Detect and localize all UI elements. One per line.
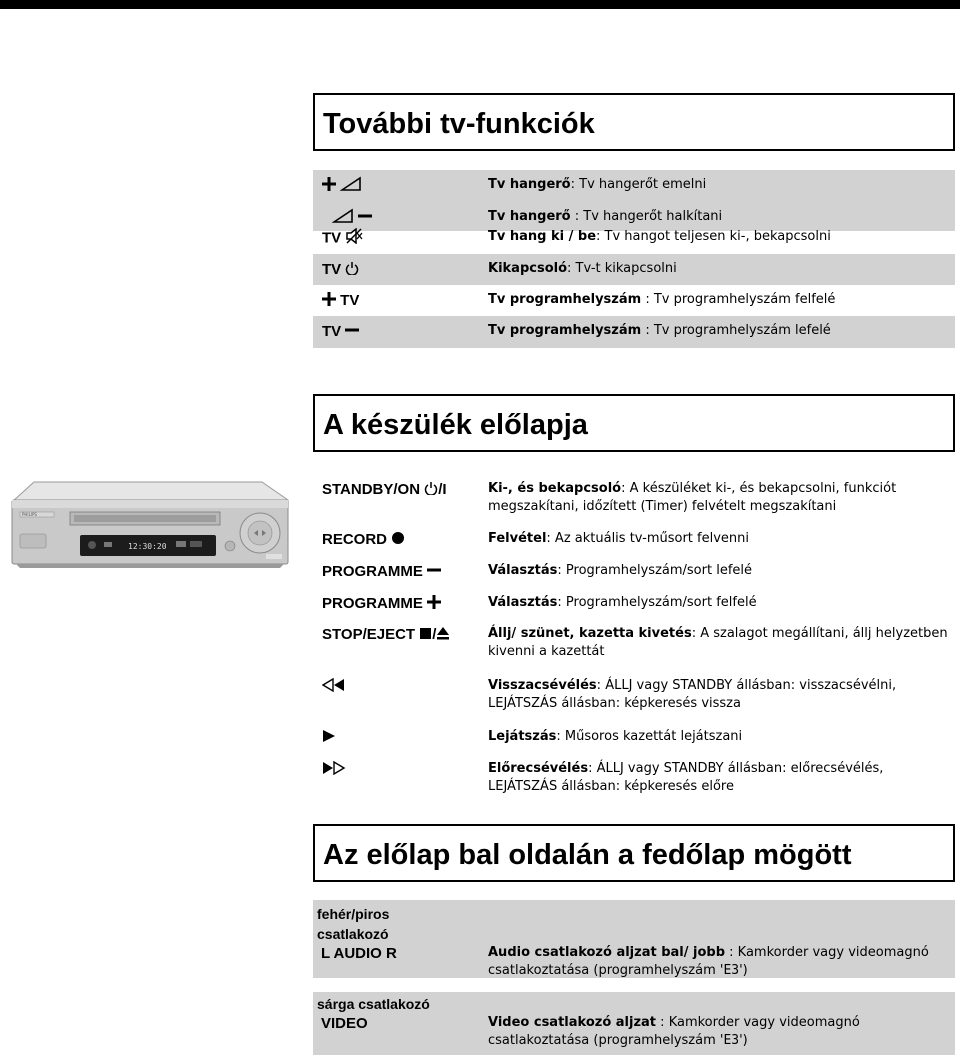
item-description: Állj/ szünet, kazetta kivetés: A szalagot megállítani, állj helyzetben kivenni a kazettát: [488, 626, 948, 659]
key-label: RECORD: [322, 530, 405, 550]
play-icon: [322, 729, 336, 748]
svg-text:PHILIPS: PHILIPS: [22, 512, 37, 517]
item-description: Tv hangerő: Tv hangerőt emelni: [488, 177, 707, 192]
rewind-icon: [322, 678, 346, 697]
item-description: Választás: Programhelyszám/sort felfelé: [488, 595, 757, 610]
section-title-box: [313, 394, 955, 452]
key-label: TV: [322, 228, 363, 249]
item-description: Előrecsévélés: ÁLLJ vagy STANDBY állásban: előrecsévélés, LEJÁTSZÁS állásban: képkeresés előre: [488, 761, 884, 794]
item-description: Video csatlakozó aljzat : Kamkorder vagy videomagnó csatlakoztatása (programhelyszám 'E3'): [488, 1015, 860, 1048]
program-code: E3: [723, 1033, 740, 1048]
key-label: PROGRAMME: [322, 562, 441, 582]
fast-forward-icon: [322, 761, 346, 780]
mute-icon: [345, 228, 363, 249]
connector-label: fehér/piros csatlakozó L AUDIO R: [317, 906, 397, 962]
power-icon: [424, 481, 438, 500]
key-label: TV: [322, 291, 359, 311]
key-label: [322, 677, 346, 697]
item-description: Tv programhelyszám : Tv programhelyszám lefelé: [488, 323, 831, 338]
item-description: Lejátszás: Műsoros kazettát lejátszani: [488, 729, 743, 744]
minus-icon: [345, 323, 359, 342]
key-label: STANDBY/ON /I: [322, 481, 447, 498]
key-label: PROGRAMME: [322, 594, 441, 614]
item-description: Tv hangerő : Tv hangerőt halkítani: [488, 209, 723, 224]
plus-icon: [322, 177, 336, 196]
key-label: [322, 208, 372, 229]
section-title: További tv-funkciók: [323, 108, 595, 140]
item-description: Felvétel: Az aktuális tv-műsort felvenni: [488, 531, 750, 546]
vcr-front-illustration: [4, 480, 289, 570]
item-description: Visszacsévélés: ÁLLJ vagy STANDBY állásban: visszacsévélni, LEJÁTSZÁS állásban: képkeresés vissza: [488, 678, 897, 711]
top-rule: [0, 0, 960, 9]
key-label: TV: [322, 322, 359, 342]
item-description: Kikapcsoló: Tv-t kikapcsolni: [488, 261, 677, 276]
stop-icon: [419, 626, 432, 645]
key-label: TV: [322, 260, 359, 280]
eject-icon: [436, 626, 450, 645]
record-icon: [391, 531, 405, 550]
section-title: Az előlap bal oldalán a fedőlap mögött: [323, 839, 852, 871]
plus-icon: [427, 595, 441, 614]
item-description: Tv hang ki / be: Tv hangot teljesen ki-, bekapcsolni: [488, 229, 831, 244]
minus-icon: [358, 209, 372, 228]
key-label: STOP/EJECT /: [322, 625, 450, 645]
item-description: Audio csatlakozó aljzat bal/ jobb : Kamkorder vagy videomagnó csatlakoztatása (programhelyszám 'E3'): [488, 945, 929, 978]
key-label: [322, 176, 362, 197]
connector-label: sárga csatlakozó VIDEO: [317, 996, 430, 1032]
plus-icon: [322, 292, 336, 311]
svg-text:12:30:20: 12:30:20: [128, 542, 167, 551]
section-title: A készülék előlapja: [323, 409, 588, 441]
key-label: [322, 728, 336, 748]
item-description: Választás: Programhelyszám/sort lefelé: [488, 563, 753, 578]
key-label: [322, 760, 346, 780]
program-code: E3: [723, 963, 740, 978]
item-description: Ki-, és bekapcsoló: A készüléket ki-, és bekapcsolni, funkciót megszakítani, időzített (Timer) felvételt megszakítani: [488, 481, 897, 514]
minus-icon: [427, 563, 441, 582]
volume-down-icon: [332, 208, 354, 229]
section-title-box: [313, 93, 955, 151]
section-title-box: [313, 824, 955, 882]
power-icon: [345, 261, 359, 280]
volume-up-icon: [340, 176, 362, 197]
item-description: Tv programhelyszám : Tv programhelyszám felfelé: [488, 292, 836, 307]
